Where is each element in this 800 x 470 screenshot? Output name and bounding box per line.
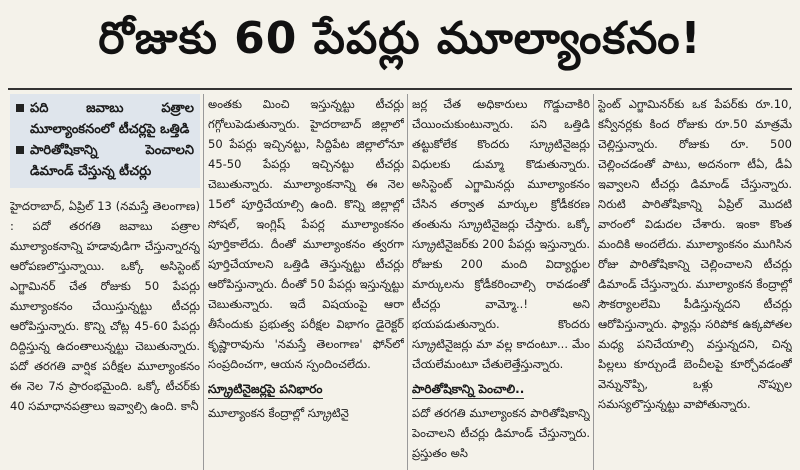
column-4 xyxy=(598,94,792,470)
highlight-item xyxy=(16,98,194,140)
column-divider xyxy=(203,94,204,470)
article-text: మూల్యాంకన కేంద్రాల్లో స్క్రూటినై xyxy=(208,406,349,420)
highlights-box xyxy=(10,94,200,188)
headline-rule xyxy=(8,88,792,90)
column-2 xyxy=(208,94,404,470)
article-text: అంతకు మించి ఇస్తున్నట్టు టీచర్లు గగ్గోలుపెడుతున్నారు. హైదరాబాద్ జిల్లాలో 50 పేపర్లు ఇచ్చినట్టు, సిద్దిపేట జిల్లాలోనూ 45-50 పేపర్లు ఇచ్చినట్టు టీచర్లు చెబుతున్నారు. మూల్యాంకనాన్ని ఈ నెల 15లో పూర్తిచేయాల్సి ఉంది. కొన్ని జిల్లాల్లో సోషల్, ఇంగ్లిష్ పేపర్ల మూల్యాంకనం పూర్తికాలేదు. దీంతో మూల్యాంకనం త్వరగా పూర్తిచేయాలని ఒత్తిడి తెస్తున్నట్టు టీచర్లు ఆరోపిస్తున్నారు. దీంతో 50 పేపర్లు ఇస్తున్నట్టు చెబుతున్నారు. ఇదే విషయంపై ఆరా తీసేందుకు ప్రభుత్వ పరీక్షల విభాగం డైరెక్టర్ కృష్ణారావును 'నమస్తే తెలంగాణ' ఫోన్‌లో సంప్రదించగా, ఆయన స్పందించలేదు. xyxy=(208,97,404,371)
subheading: స్క్రూటినైజర్లపై పనిభారం xyxy=(208,380,323,399)
highlight-text: పారితోషికాన్ని పెంచాలని డిమాండ్ చేస్తున్న టీచర్లు xyxy=(30,143,194,179)
column-3 xyxy=(412,94,590,470)
article-text: హైదరాబాద్, ఏప్రిల్ 13 (నమస్తే తెలంగాణ) : పదో తరగతి జవాబు పత్రాల మూల్యాంకనాన్ని హడావుడిగా చేస్తున్నారన్న ఆరోపణలొస్తున్నాయి. ఒక్కో అసిస్టెంట్ ఎగ్జామినర్ చేత రోజుకు 50 పేపర్లు మూల్యాంకనం చేయిస్తున్నట్టు టీచర్లు ఆరోపిస్తున్నారు. కొన్ని చోట్ల 45-60 పేపర్లు దిద్దిస్తున్న ఉదంతాలున్నట్టు చెబుతున్నారు. పదో తరగతి వార్షిక పరీక్షల మూల్యాంకనం ఈ నెల 7న ప్రారంభమైంది. ఒక్కో టీచర్‌కు 40 సమాధానపత్రాలు ఇవ్వాల్సి ఉంది. కానీ xyxy=(10,199,200,413)
column-divider xyxy=(593,94,594,470)
article-text: స్టెంట్ ఎగ్జామినర్‌కు ఒక పేపర్‌కు రూ.10, కన్వీనర్లకు కింద రోజుకు రూ.50 మాత్రమే చెల్లిస్తున్నారు. రోజుకు రూ. 500 చెల్లించడంతో పాటు, అదనంగా టీఏ, డీఏ ఇవ్వాలని టీచర్లు డిమాండ్ చేస్తున్నారు. నిరుటి పారితోషికాన్ని ఏప్రిల్ మొదటి వారంలో విడుదల చేశారు. ఇంకా కొంత మందికి అందలేదు. మూల్యాంకనం ముగిసిన రోజు పారితోషికాన్ని చెల్లించాలని టీచర్లు డిమాండ్ చేస్తున్నారు. మూల్యాంకన కేంద్రాల్లో సౌకర్యాలలేమి పీడిస్తున్నదని టీచర్లు ఆరోపిస్తున్నారు. ఫ్యాన్లు సరిపోక ఉక్కపోతల మధ్య పనిచేయాల్సి వస్తున్నదని, చిన్న పిల్లలు కూర్చుండే బెంచీలపై కూర్చోవడంతో వెన్నునొప్పి, ఒళ్లు నొప్పుల సమస్యలొస్తున్నట్టు వాపోతున్నారు. xyxy=(598,97,792,411)
column-divider xyxy=(407,94,408,470)
article-text: పదో తరగతి మూల్యాంకన పారితోషికాన్ని పెంచాలని టీచర్లు డిమాండ్ చేస్తున్నారు. ప్రస్తుతం అసి xyxy=(412,406,590,460)
bullet-square-icon xyxy=(16,146,24,154)
article-text: జర్ల చేత అధికారులు గొడ్డుచాకిరి చేయించుకుంటున్నారు. పని ఒత్తిడి తట్టుకోలేక కొందరు స్క్రూటినైజర్లు విధులకు డుమ్మా కొడుతున్నారు. అసిస్టెంట్ ఎగ్జామినర్లు మూల్యాంకనం చేసిన తర్వాత మార్కుల క్రోడీకరణ తంతును స్క్రూటినైజర్లు చేస్తారు. ఒక్కో స్క్రూటినైజర్‌కు 200 పేపర్లు ఇస్తున్నారు. రోజుకు 200 మంది విద్యార్థుల మార్కులను క్రోడీకరించాల్సి రావడంతో టీచర్లు వామ్మో..! అని భయపడుతున్నారు. కొందరు స్క్రూటినైజర్లు మా వల్ల కాదంటూ... మేం చేయలేమంటూ చేతులెత్తేస్తున్నారు. xyxy=(412,97,590,371)
headline: రోజుకు 60 పేపర్లు మూల్యాంకనం! xyxy=(98,13,702,64)
subheading: పారితోషికాన్ని పెంచాలి.. xyxy=(412,380,524,399)
bullet-square-icon xyxy=(16,104,24,112)
highlight-text: పది జవాబు పత్రాల మూల్యాంకనంలో టీచర్లపై ఒత్తిడి xyxy=(30,101,194,137)
column-1 xyxy=(10,94,200,470)
highlight-item xyxy=(16,140,194,182)
